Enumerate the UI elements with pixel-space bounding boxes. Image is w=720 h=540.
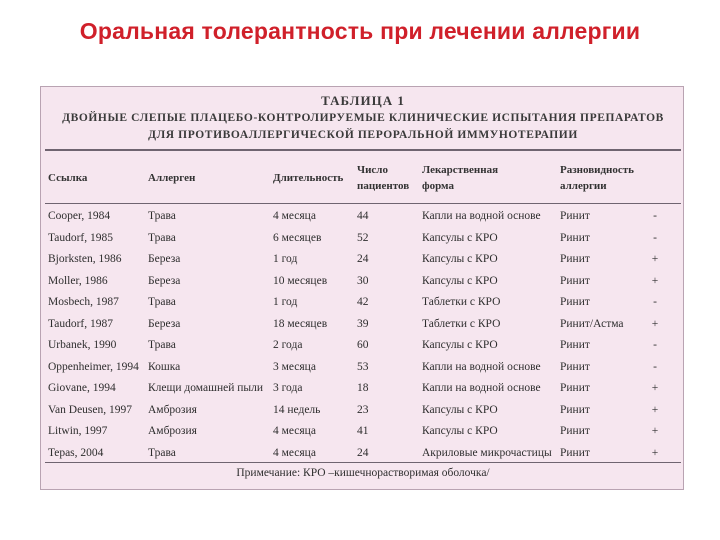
header-patients-line-2: пациентов xyxy=(357,180,410,192)
cell-type: Ринит xyxy=(560,210,590,222)
cell-allergen: Клещи домашней пыли xyxy=(148,382,263,394)
footer-rule xyxy=(45,462,681,463)
cell-allergen: Трава xyxy=(148,210,176,222)
cell-duration: 4 месяца xyxy=(273,446,316,459)
cell-patients: 52 xyxy=(357,231,369,244)
table-row xyxy=(41,272,685,294)
cell-patients: 42 xyxy=(357,296,369,308)
cell-form: Капсулы с КРО xyxy=(422,403,498,416)
cell-form: Капсулы с КРО xyxy=(422,231,498,244)
cell-duration: 2 года xyxy=(273,339,303,351)
cell-allergen: Трава xyxy=(148,231,176,244)
cell-duration: 18 месяцев xyxy=(273,317,328,330)
cell-type: Ринит xyxy=(560,446,590,459)
cell-allergen: Береза xyxy=(148,274,181,287)
table-row xyxy=(41,379,685,401)
cell-type: Ринит xyxy=(560,274,590,287)
cell-result: - xyxy=(653,231,657,244)
cell-allergen: Береза xyxy=(148,253,181,265)
table-row xyxy=(41,422,685,444)
table-row xyxy=(41,358,685,380)
table-body xyxy=(41,207,685,465)
cell-duration: 6 месяцев xyxy=(273,231,322,244)
cell-reference: Cooper, 1984 xyxy=(48,210,111,222)
cell-patients: 30 xyxy=(357,274,369,287)
cell-type: Ринит xyxy=(560,403,590,416)
header-reference: Ссылка xyxy=(48,172,88,184)
header-form-line-2: форма xyxy=(422,180,454,192)
cell-reference: Oppenheimer, 1994 xyxy=(48,360,139,373)
table-label: ТАБЛИЦА 1 xyxy=(321,93,405,108)
cell-duration: 1 год xyxy=(273,253,298,265)
cell-form: Капсулы с КРО xyxy=(422,425,498,437)
table-row xyxy=(41,315,685,337)
cell-reference: Urbanek, 1990 xyxy=(48,339,117,351)
cell-type: Ринит xyxy=(560,253,590,265)
cell-duration: 4 месяца xyxy=(273,425,316,437)
cell-form: Акриловые микрочастицы xyxy=(422,446,552,459)
cell-duration: 10 месяцев xyxy=(273,274,328,287)
table-row xyxy=(41,207,685,229)
cell-duration: 3 месяца xyxy=(273,360,316,373)
cell-allergen: Кошка xyxy=(148,360,181,373)
cell-form: Капли на водной основе xyxy=(422,382,541,394)
table-row xyxy=(41,229,685,251)
cell-result: - xyxy=(653,296,657,308)
cell-patients: 60 xyxy=(357,339,369,351)
header-type-line-2: аллергии xyxy=(560,180,607,192)
header-duration: Длительность xyxy=(273,172,344,184)
cell-type: Ринит xyxy=(560,231,590,244)
header-rule xyxy=(45,203,681,204)
cell-allergen: Трава xyxy=(148,446,176,459)
cell-result: + xyxy=(651,317,659,330)
cell-form: Капли на водной основе xyxy=(422,360,541,373)
cell-result: + xyxy=(651,253,659,265)
cell-duration: 14 недель xyxy=(273,403,321,416)
cell-result: + xyxy=(651,382,659,394)
table-row xyxy=(41,336,685,358)
cell-result: + xyxy=(651,446,659,459)
cell-form: Капсулы с КРО xyxy=(422,253,498,265)
cell-duration: 4 месяца xyxy=(273,210,316,222)
cell-form: Таблетки с КРО xyxy=(422,317,501,330)
table-card xyxy=(40,86,684,490)
table-row xyxy=(41,250,685,272)
cell-result: + xyxy=(651,425,659,437)
cell-allergen: Трава xyxy=(148,296,176,308)
cell-reference: Bjorksten, 1986 xyxy=(48,253,122,265)
cell-reference: Tepas, 2004 xyxy=(48,446,104,459)
cell-result: - xyxy=(653,339,657,351)
cell-type: Ринит xyxy=(560,296,590,308)
slide-title: Оральная толерантность при лечении аллергии xyxy=(79,18,641,44)
cell-patients: 41 xyxy=(357,425,369,437)
table-row xyxy=(41,401,685,423)
cell-allergen: Амброзия xyxy=(148,425,197,437)
header-type-line-1: Разновидность xyxy=(560,164,634,176)
table-caption-line-1: ДВОЙНЫЕ СЛЕПЫЕ ПЛАЦЕБО-КОНТРОЛИРУЕМЫЕ КЛИНИЧЕСКИЕ ИСПЫТАНИЯ ПРЕПАРАТОВ xyxy=(62,112,664,124)
cell-reference: Moller, 1986 xyxy=(48,274,108,287)
cell-type: Ринит xyxy=(560,339,590,351)
cell-patients: 53 xyxy=(357,360,369,373)
table-row xyxy=(41,293,685,315)
cell-type: Ринит xyxy=(560,382,590,394)
cell-duration: 1 год xyxy=(273,296,298,308)
cell-result: - xyxy=(653,360,657,373)
cell-patients: 23 xyxy=(357,403,369,416)
cell-reference: Van Deusen, 1997 xyxy=(48,403,132,416)
cell-patients: 18 xyxy=(357,382,369,394)
table-note: Примечание: КРО –кишечнорастворимая оболочка/ xyxy=(236,467,490,479)
cell-patients: 24 xyxy=(357,446,369,459)
header-allergen: Аллерген xyxy=(148,172,196,184)
cell-reference: Giovane, 1994 xyxy=(48,382,116,394)
cell-form: Капсулы с КРО xyxy=(422,274,498,287)
cell-form: Капсулы с КРО xyxy=(422,339,498,351)
cell-patients: 44 xyxy=(357,210,369,222)
cell-type: Ринит xyxy=(560,360,590,373)
cell-result: - xyxy=(653,210,657,222)
cell-result: + xyxy=(651,274,659,287)
header-form-line-1: Лекарственная xyxy=(422,164,499,176)
cell-reference: Taudorf, 1987 xyxy=(48,317,113,330)
cell-form: Капли на водной основе xyxy=(422,210,541,222)
cell-patients: 39 xyxy=(357,317,369,330)
cell-result: + xyxy=(651,403,659,416)
cell-form: Таблетки с КРО xyxy=(422,296,501,308)
cell-reference: Litwin, 1997 xyxy=(48,425,108,437)
cell-patients: 24 xyxy=(357,253,369,265)
cell-type: Ринит xyxy=(560,425,590,437)
cell-reference: Taudorf, 1985 xyxy=(48,231,113,244)
table-caption-line-2: ДЛЯ ПРОТИВОАЛЛЕРГИЧЕСКОЙ ПЕРОРАЛЬНОЙ ИММУНОТЕРАПИИ xyxy=(148,129,578,141)
cell-allergen: Трава xyxy=(148,339,176,351)
cell-reference: Mosbech, 1987 xyxy=(48,296,119,308)
top-rule xyxy=(45,149,681,151)
header-patients-line-1: Число xyxy=(357,164,388,176)
cell-allergen: Береза xyxy=(148,317,181,330)
cell-type: Ринит/Астма xyxy=(560,317,624,330)
cell-allergen: Амброзия xyxy=(148,403,197,416)
cell-duration: 3 года xyxy=(273,382,303,394)
